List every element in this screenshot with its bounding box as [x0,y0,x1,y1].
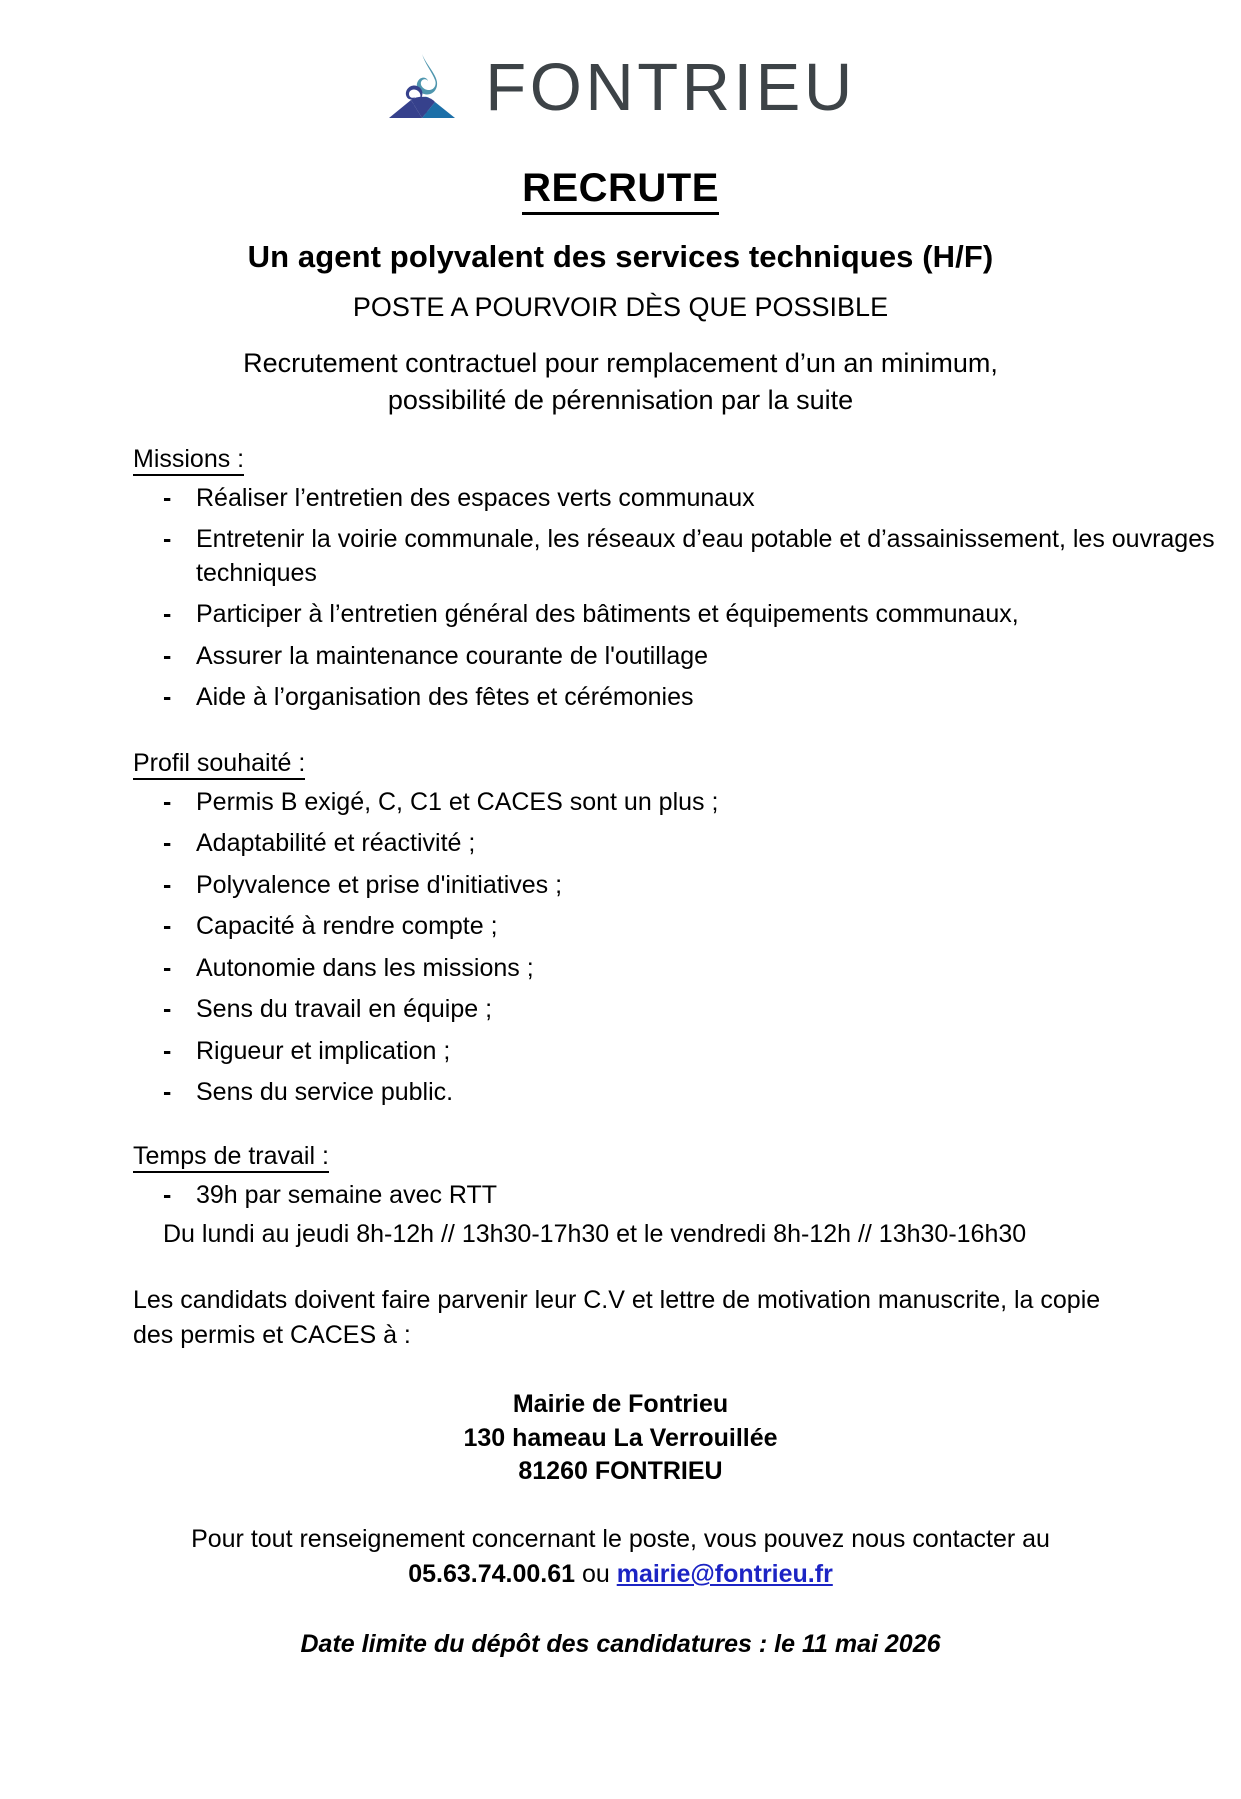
dash-bullet-icon: - [163,683,172,712]
dash-bullet-icon: - [163,870,172,899]
list-item [0,640,1241,674]
availability-line: POSTE A POURVOIR DÈS QUE POSSIBLE [352,292,889,322]
contact-intro-line: Pour tout renseignement concernant le poste, vous pouvez nous contacter au [191,1525,1050,1554]
contact-details-line [0,1557,1241,1592]
list-item [0,1035,1241,1069]
dash-bullet-icon: - [163,600,172,629]
missions-section-heading [133,445,1241,474]
dash-bullet-icon: - [163,525,172,554]
list-item [0,482,1241,516]
contract-description [0,345,1241,419]
dash-bullet-icon: - [163,1180,172,1209]
dash-bullet-icon: - [163,829,172,858]
list-item [0,869,1241,903]
contract-line-2: possibilité de pérennisation par la suite [387,384,854,415]
dash-bullet-icon: - [163,483,172,512]
dash-bullet-icon: - [163,641,172,670]
address-line-street: 130 hameau La Verrouillée [463,1423,778,1452]
list-item [0,827,1241,861]
dash-bullet-icon: - [163,995,172,1024]
list-item [0,910,1241,944]
contract-line-1: Recrutement contractuel pour remplacement d’un an minimum, [243,348,998,378]
dash-bullet-icon: - [163,1036,172,1065]
list-item [0,523,1241,590]
logo-header [0,44,1241,130]
list-item-label: 39h par semaine avec RTT [196,1180,498,1209]
list-item-label: Capacité à rendre compte ; [196,912,498,941]
contact-phone: 05.63.74.00.61 [408,1560,576,1589]
list-item-label: Sens du travail en équipe ; [196,995,493,1024]
profil-heading-text: Profil souhaité : [133,749,305,780]
list-item-label: Assurer la maintenance courante de l'outillage [196,641,709,670]
application-instructions: Les candidats doivent faire parvenir leur C.V et lettre de motivation manuscrite, la copie des permis et CACES à : [133,1286,1101,1349]
dash-bullet-icon: - [163,912,172,941]
profil-section-heading [133,749,1241,778]
temps-travail-list [0,1179,1241,1213]
list-item-label: Entretenir la voirie communale, les réseaux d’eau potable et d’assainissement, les ouvrages techniques [196,525,1215,587]
address-line-name: Mairie de Fontrieu [512,1390,729,1419]
temps-travail-section-heading [133,1142,1241,1171]
list-item-label: Polyvalence et prise d'initiatives ; [196,870,563,899]
list-item [0,1076,1241,1110]
list-item-label: Aide à l’organisation des fêtes et cérémonies [196,683,694,712]
dash-bullet-icon: - [163,1078,172,1107]
job-posting-document [0,44,1241,1799]
mairie-address [0,1388,1241,1488]
list-item [0,786,1241,820]
list-item [0,1179,1241,1213]
contact-email-link[interactable]: mairie@fontrieu.fr [616,1560,833,1589]
list-item [0,993,1241,1027]
list-item [0,598,1241,632]
application-deadline: Date limite du dépôt des candidatures : le 11 mai 2026 [300,1630,941,1659]
temps-travail-heading-text: Temps de travail : [133,1142,329,1173]
missions-heading-text: Missions : [133,445,244,476]
list-item-label: Sens du service public. [196,1078,454,1107]
list-item [0,681,1241,715]
list-item-label: Adaptabilité et réactivité ; [196,829,476,858]
job-title: Un agent polyvalent des services techniques (H/F) [247,239,994,274]
missions-list [0,482,1241,715]
address-line-city: 81260 FONTRIEU [518,1456,723,1485]
fontrieu-triangle-logo-icon [385,52,459,122]
work-schedule-line: Du lundi au jeudi 8h-12h // 13h30-17h30 et le vendredi 8h-12h // 13h30-16h30 [163,1220,1027,1249]
list-item [0,952,1241,986]
list-item-label: Réaliser l’entretien des espaces verts communaux [196,483,755,512]
dash-bullet-icon: - [163,953,172,982]
contact-block [0,1522,1241,1592]
list-item-label: Participer à l’entretien général des bâtiments et équipements communaux, [196,600,1019,629]
contact-conjunction: ou [575,1560,617,1589]
list-item-label: Permis B exigé, C, C1 et CACES sont un plus ; [196,787,719,816]
list-item-label: Rigueur et implication ; [196,1036,451,1065]
logo-wordmark: FONTRIEU [485,49,856,125]
list-item-label: Autonomie dans les missions ; [196,953,534,982]
dash-bullet-icon: - [163,787,172,816]
recrute-heading [0,166,1241,211]
recrute-heading-text: RECRUTE [522,166,719,215]
profil-list [0,786,1241,1110]
